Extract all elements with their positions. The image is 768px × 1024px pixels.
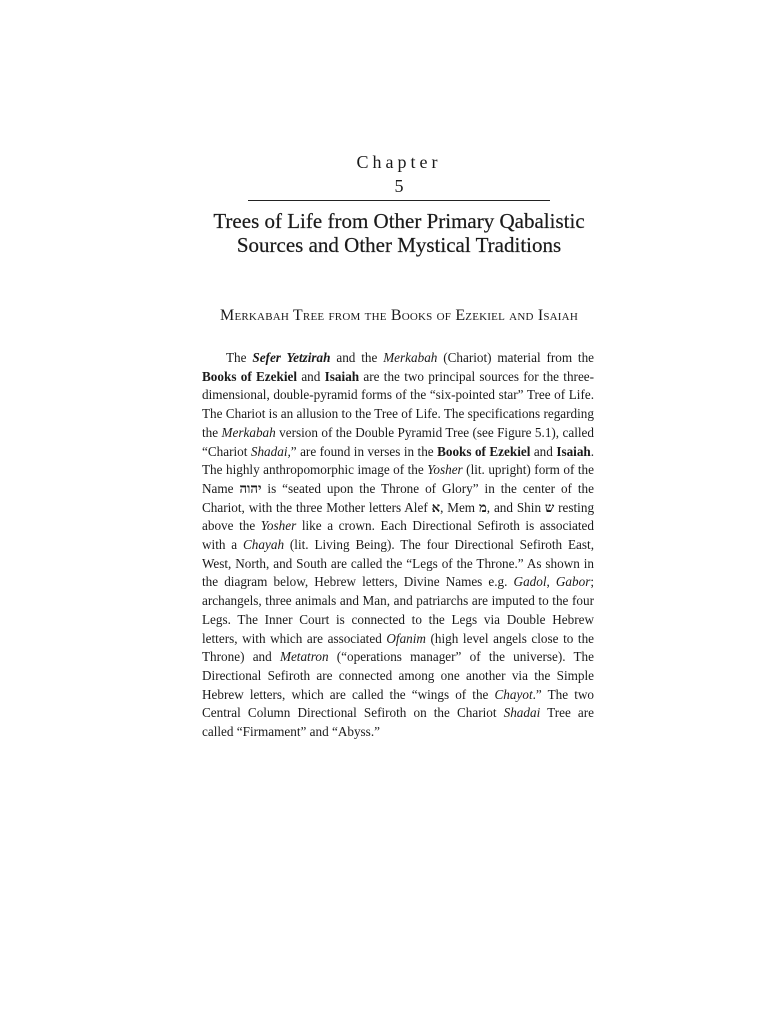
text-run: The <box>226 350 247 365</box>
section-heading: Merkabah Tree from the Books of Ezekiel and Isaiah <box>220 307 578 324</box>
text-run: and the <box>336 350 378 365</box>
text-run: Chayot <box>494 686 533 702</box>
text-run: (Chariot) material from the <box>443 350 595 365</box>
text-run: is “seated upon the Throne of Glory” in the center of the Chariot, with the three Mother letters Alef <box>202 480 595 515</box>
chapter-title: Trees of Life from Other Primary Qabalistic Sources and Other Mystical Traditions <box>213 209 585 257</box>
text-run: Gabor <box>555 574 591 590</box>
text-run: Ofanim <box>386 630 426 646</box>
text-run: Books of Ezekiel <box>437 443 531 459</box>
text-run: Isaiah <box>556 443 591 459</box>
chapter-divider <box>248 200 550 201</box>
text-run: Chayah <box>243 537 285 553</box>
text-run: Merkabah <box>221 424 276 440</box>
text-run: Shadai, <box>250 443 291 459</box>
text-run: .” The two Central Column Directional Sefiroth on the Chariot <box>202 686 595 721</box>
text-run: ; archangels, three animals and Man, and patriarchs are imputed to the four Legs. The Inner Court is connected to the Legs via Double Hebrew letters, with which are associated <box>202 574 595 646</box>
text-run: Sefer Yetzirah <box>252 350 331 365</box>
text-run: Tree are called “Firmament” and “Abyss.” <box>202 705 594 740</box>
body-paragraph <box>202 349 594 742</box>
text-run: and <box>301 368 321 384</box>
text-run: Shadai <box>503 705 541 721</box>
text-run: (high level angels close to the Throne) and <box>202 630 595 665</box>
text-run: Books of Ezekiel <box>202 368 298 384</box>
text-run: (“operations manager” of the universe). The Directional Sefiroth are connected among one another via the Simple Hebrew letters, which are called the “wings of the <box>202 649 595 702</box>
text-run: Metatron <box>279 649 329 665</box>
text-run: (lit. upright) form of the Name <box>202 462 594 496</box>
text-run: Gadol <box>513 574 547 590</box>
text-run: Merkabah <box>383 350 438 365</box>
text-run: resting above the <box>202 499 595 534</box>
text-run: (lit. Living Being). The four Directional Sefiroth East, West, North, and South are called the “Legs of the Throne.” As shown in the diagram below, Hebrew letters, Divine Names e.g. <box>202 537 594 590</box>
text-run: Yosher <box>260 518 297 534</box>
text-run: , Mem <box>440 499 476 515</box>
hebrew-letter: א <box>431 499 441 515</box>
text-run: , and Shin <box>486 499 542 515</box>
hebrew-letter: מ <box>478 499 487 515</box>
text-run: like a crown. Each Directional Sefiroth is associated with a <box>202 518 595 553</box>
chapter-number: 5 <box>394 176 404 196</box>
text-run: Isaiah <box>324 368 360 384</box>
text-run: , <box>546 574 550 590</box>
hebrew-letter: ש <box>544 499 555 515</box>
text-run: are the two principal sources for the three-dimensional, double-pyramid forms of the “six-pointed star” Tree of Life. The Chariot is an allusion to the Tree of Life. The specifications regarding the <box>202 368 595 440</box>
hebrew-text: יהוה <box>239 480 262 496</box>
text-run: ” are found in verses in the <box>290 443 434 459</box>
text-run: version of the Double Pyramid Tree (see Figure 5.1), called “Chariot <box>202 424 594 459</box>
chapter-label: Chapter <box>356 152 442 172</box>
text-run: . The highly anthropomorphic image of the <box>202 443 595 478</box>
text-run: and <box>533 443 553 459</box>
text-run: Yosher <box>427 462 463 478</box>
